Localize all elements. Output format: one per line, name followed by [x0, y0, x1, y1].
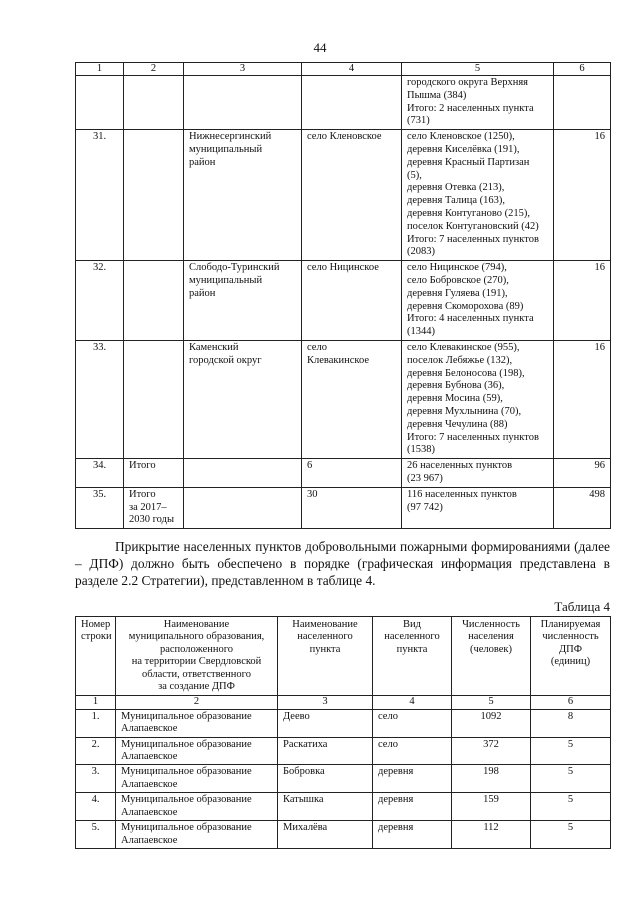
population: 372 — [452, 737, 531, 765]
row-number — [76, 76, 124, 130]
total-label — [124, 340, 184, 458]
total-label — [124, 261, 184, 341]
column-header: Наименование населенного пункта — [278, 617, 373, 696]
row-number: 35. — [76, 487, 124, 528]
table-row — [76, 459, 611, 488]
settlement-type: деревня — [373, 793, 452, 821]
municipality-name: Муниципальное образование Алапаевское — [116, 737, 278, 765]
municipality-name: Муниципальное образование Алапаевское — [116, 793, 278, 821]
table-row — [76, 130, 611, 261]
municipality-name: Слободо-Туринский муниципальный район — [184, 261, 302, 341]
table-caption: Таблица 4 — [554, 599, 610, 614]
settlements-list: 116 населенных пунктов (97 742) — [402, 487, 554, 528]
table-row — [76, 261, 611, 341]
settlement-name: Катышка — [278, 793, 373, 821]
table-header-numbers — [76, 63, 611, 76]
settlement-type: деревня — [373, 821, 452, 849]
row-number: 1. — [76, 709, 116, 737]
municipality-name: Нижнесергинский муниципальный район — [184, 130, 302, 261]
count-value — [554, 76, 611, 130]
settlement-name: Михалёва — [278, 821, 373, 849]
header-number: 2 — [116, 696, 278, 709]
settlement-type: село — [373, 709, 452, 737]
center-settlement: село Кленовское — [302, 130, 402, 261]
municipality-name: Муниципальное образование Алапаевское — [116, 765, 278, 793]
row-number: 33. — [76, 340, 124, 458]
total-label — [124, 130, 184, 261]
population: 112 — [452, 821, 531, 849]
center-settlement: 30 — [302, 487, 402, 528]
table-row — [76, 821, 611, 849]
count-value: 498 — [554, 487, 611, 528]
total-label — [124, 76, 184, 130]
table-row — [76, 340, 611, 458]
header-number: 4 — [373, 696, 452, 709]
header-number: 1 — [76, 63, 124, 76]
count-value: 16 — [554, 340, 611, 458]
settlement-type: деревня — [373, 765, 452, 793]
header-number: 3 — [278, 696, 373, 709]
municipality-name: Каменский городской округ — [184, 340, 302, 458]
table-row — [76, 737, 611, 765]
table-row — [76, 793, 611, 821]
header-number: 6 — [531, 696, 611, 709]
population: 1092 — [452, 709, 531, 737]
settlements-list: село Ницинское (794), село Бобровское (270), деревня Гуляева (191), деревня Скоморохова (89) Итого: 4 населенных пункта (1344) — [402, 261, 554, 341]
column-header: Численность населения (человек) — [452, 617, 531, 696]
row-number: 34. — [76, 459, 124, 488]
table-header-row — [76, 617, 611, 696]
header-number: 5 — [402, 63, 554, 76]
planned-dpf-count: 5 — [531, 765, 611, 793]
table-row — [76, 487, 611, 528]
municipality-name: Муниципальное образование Алапаевское — [116, 821, 278, 849]
municipality-name — [184, 76, 302, 130]
row-number: 4. — [76, 793, 116, 821]
settlements-list: село Кленовское (1250), деревня Киселёвка (191), деревня Красный Партизан (5), деревня Отевка (213), деревня Талица (163), деревня Контуганово (215), поселок Контугановский (42) Итого: 7 населенных пунктов (2083) — [402, 130, 554, 261]
header-number: 1 — [76, 696, 116, 709]
table-row — [76, 709, 611, 737]
column-header: Номер строки — [76, 617, 116, 696]
settlement-name: Деево — [278, 709, 373, 737]
row-number: 32. — [76, 261, 124, 341]
settlements-list: 26 населенных пунктов (23 967) — [402, 459, 554, 488]
municipality-name — [184, 459, 302, 488]
table-row — [76, 76, 611, 130]
column-header: Планируемая численность ДПФ (единиц) — [531, 617, 611, 696]
settlement-name: Раскатиха — [278, 737, 373, 765]
table-header-numbers — [76, 696, 611, 709]
column-header: Наименование муниципального образования, расположенного на территории Свердловской области, ответственного за создание ДПФ — [116, 617, 278, 696]
header-number: 2 — [124, 63, 184, 76]
settlements-list: городского округа Верхняя Пышма (384) Итого: 2 населенных пункта (731) — [402, 76, 554, 130]
total-label: Итого за 2017– 2030 годы — [124, 487, 184, 528]
row-number: 31. — [76, 130, 124, 261]
row-number: 3. — [76, 765, 116, 793]
body-paragraph: Прикрытие населенных пунктов добровольными пожарными формированиями (далее – ДПФ) должно быть обеспечено в порядке (графическая информация представлена в разделе 2.2 Стратегии), представленном в таблице 4. — [75, 539, 610, 588]
planned-dpf-count: 8 — [531, 709, 611, 737]
municipality-name — [184, 487, 302, 528]
count-value: 16 — [554, 261, 611, 341]
center-settlement: 6 — [302, 459, 402, 488]
count-value: 16 — [554, 130, 611, 261]
planned-dpf-count: 5 — [531, 793, 611, 821]
dpf-coverage-table — [75, 616, 611, 849]
column-header: Вид населенного пункта — [373, 617, 452, 696]
center-settlement — [302, 76, 402, 130]
population: 159 — [452, 793, 531, 821]
header-number: 5 — [452, 696, 531, 709]
count-value: 96 — [554, 459, 611, 488]
center-settlement: село Ницинское — [302, 261, 402, 341]
header-number: 3 — [184, 63, 302, 76]
settlements-list: село Клевакинское (955), поселок Лебяжье (132), деревня Белоносова (198), деревня Бубнова (36), деревня Мосина (59), деревня Мухлынина (70), деревня Чечулина (88) Итого: 7 населенных пунктов (1538) — [402, 340, 554, 458]
settlement-name: Бобровка — [278, 765, 373, 793]
row-number: 5. — [76, 821, 116, 849]
settlement-type: село — [373, 737, 452, 765]
planned-dpf-count: 5 — [531, 821, 611, 849]
page-number: 44 — [313, 40, 327, 55]
total-label: Итого — [124, 459, 184, 488]
header-number: 6 — [554, 63, 611, 76]
settlements-summary-table — [75, 62, 611, 529]
header-number: 4 — [302, 63, 402, 76]
center-settlement: село Клевакинское — [302, 340, 402, 458]
row-number: 2. — [76, 737, 116, 765]
population: 198 — [452, 765, 531, 793]
table-row — [76, 765, 611, 793]
municipality-name: Муниципальное образование Алапаевское — [116, 709, 278, 737]
planned-dpf-count: 5 — [531, 737, 611, 765]
